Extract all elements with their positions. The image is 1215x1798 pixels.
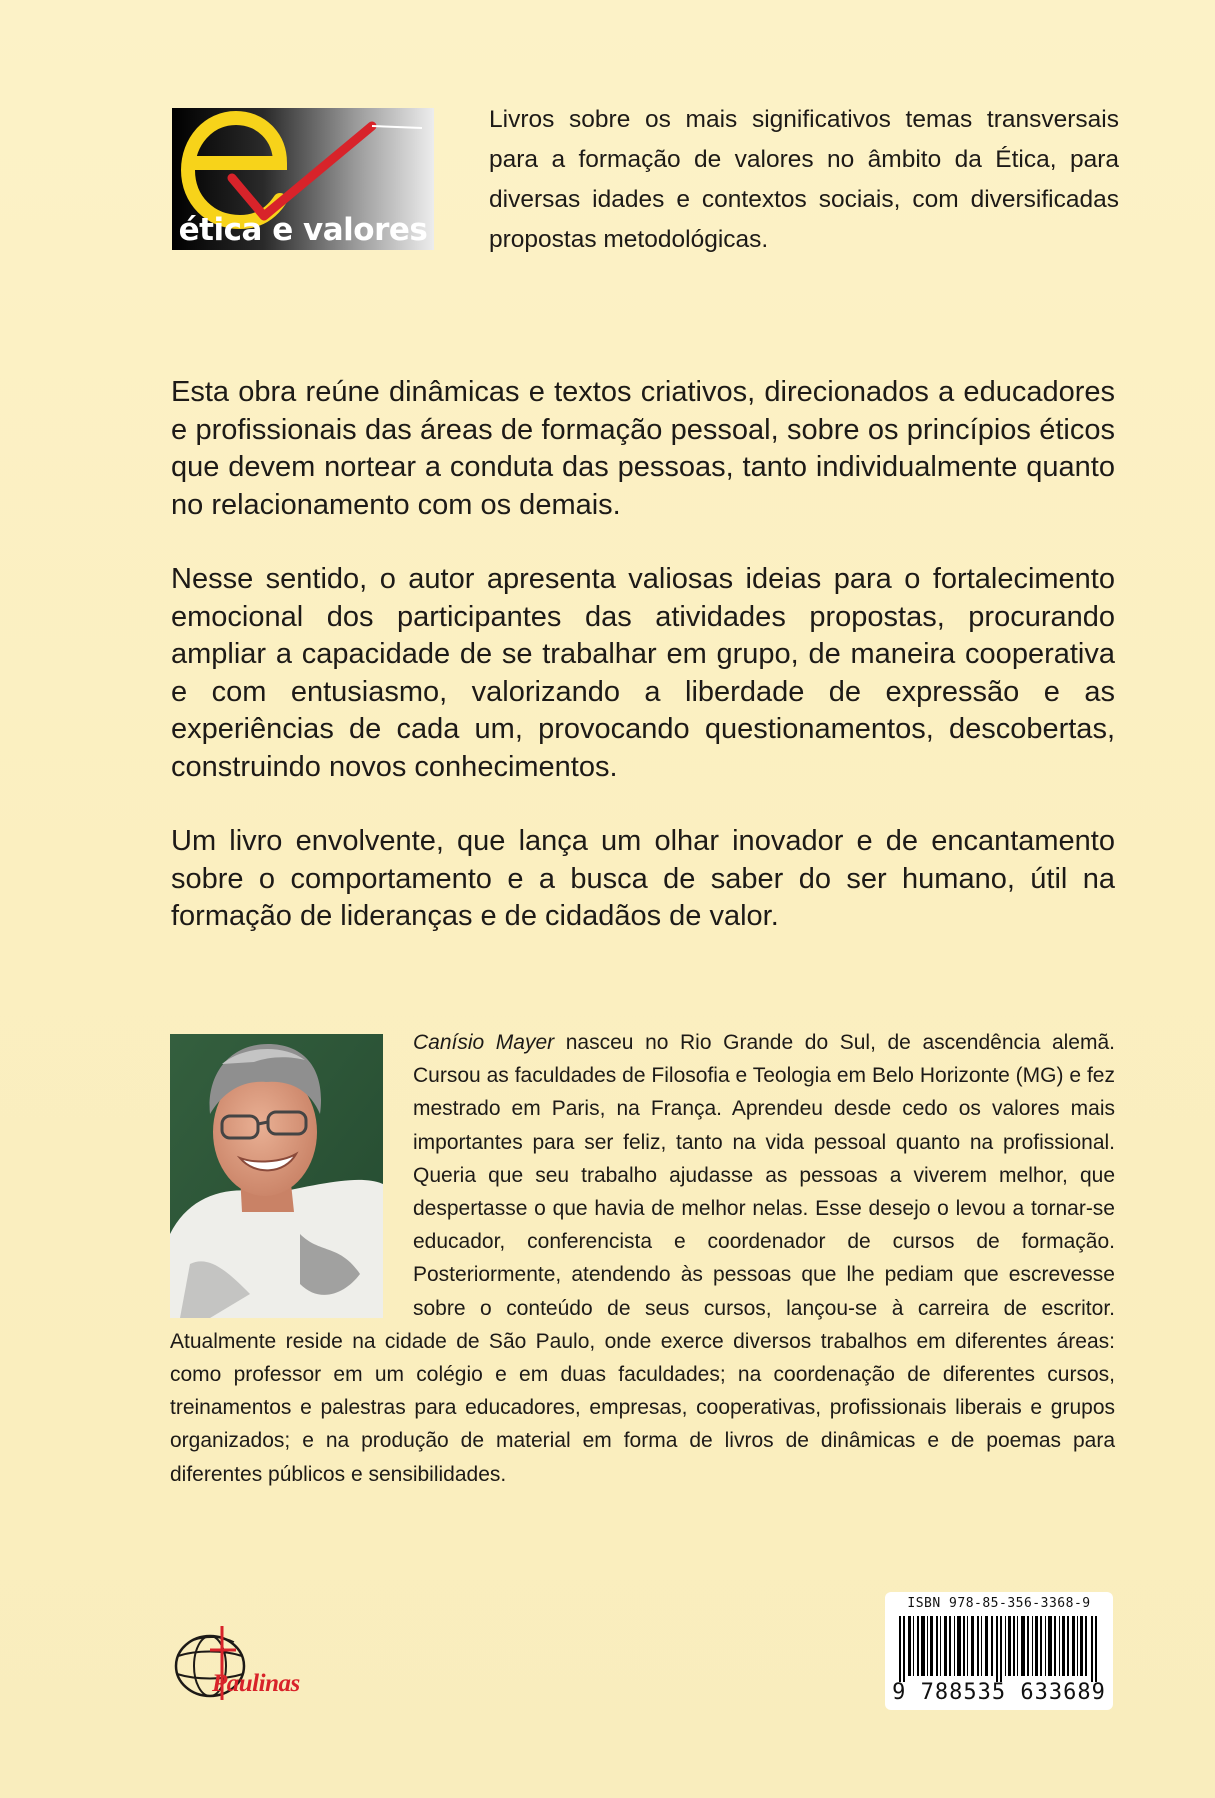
barcode-number: 9 788535 633689 bbox=[892, 1680, 1106, 1705]
series-logo-text: ética e valores bbox=[178, 212, 428, 248]
author-photo bbox=[170, 1034, 383, 1318]
synopsis-paragraph-1: Esta obra reúne dinâmicas e textos criativos, direcionados a educadores e profissionais das áreas de formação pessoal, sobre os princípios éticos que devem nortear a conduta das pessoas, tanto individualmente quanto no relacionamento com os demais. bbox=[171, 376, 1115, 521]
barcode-bars bbox=[899, 1616, 1099, 1682]
publisher-name: Paulinas bbox=[212, 1670, 300, 1697]
publisher-logo bbox=[166, 1620, 316, 1710]
author-name: Canísio Mayer bbox=[413, 1031, 555, 1054]
author-bio-text: nasceu no Rio Grande do Sul, de ascendência alemã. Cursou as faculdades de Filosofia e Teologia em Belo Horizonte (MG) e fez mestrado em Paris, na França. Aprendeu desde cedo os valores mais importantes para ser feliz, tanto na vida pessoal quanto na profissional. Queria que seu trabalho ajudasse as pessoas a viverem melhor, que despertasse o que havia de melhor nelas. Esse desejo o levou a tornar-se educador, conferencista e coordenador de cursos de formação. Posteriormente, atendendo às pessoas que lhe pediam que escrevesse sobre o conteúdo de seus cursos, lançou-se à carreira de escritor. Atualmente reside na cidade de São Paulo, onde exerce diversos trabalhos em diferentes áreas: como professor em um colégio e em duas faculdades; na coordenação de diferentes cursos, treinamentos e palestras para educadores, empresas, cooperativas, profissionais liberais e grupos organizados; e na produção de material em forma de livros de dinâmicas e de poemas para diferentes públicos e sensibilidades. bbox=[170, 1031, 1115, 1486]
series-description: Livros sobre os mais significativos temas transversais para a formação de valores no âmbito da Ética, para diversas idades e contextos sociais, com diversificadas propostas metodológicas. bbox=[489, 106, 1119, 253]
synopsis bbox=[171, 374, 1115, 973]
series-logo bbox=[172, 108, 434, 250]
synopsis-paragraph-2: Nesse sentido, o autor apresenta valiosas ideias para o fortalecimento emocional dos participantes das atividades propostas, procurando ampliar a capacidade de se trabalhar em grupo, de maneira cooperativa e com entusiasmo, valorizando a liberdade de expressão e as experiências de cada um, provocando questionamentos, descobertas, construindo novos conhecimentos. bbox=[171, 563, 1115, 783]
isbn-label: ISBN 978-85-356-3368-9 bbox=[907, 1596, 1091, 1611]
synopsis-paragraph-3: Um livro envolvente, que lança um olhar inovador e de encantamento sobre o comportamento e a busca de saber do ser humano, útil na formação de lideranças e de cidadãos de valor. bbox=[171, 825, 1115, 932]
barcode bbox=[885, 1592, 1113, 1710]
author-portrait-image bbox=[170, 1034, 383, 1318]
